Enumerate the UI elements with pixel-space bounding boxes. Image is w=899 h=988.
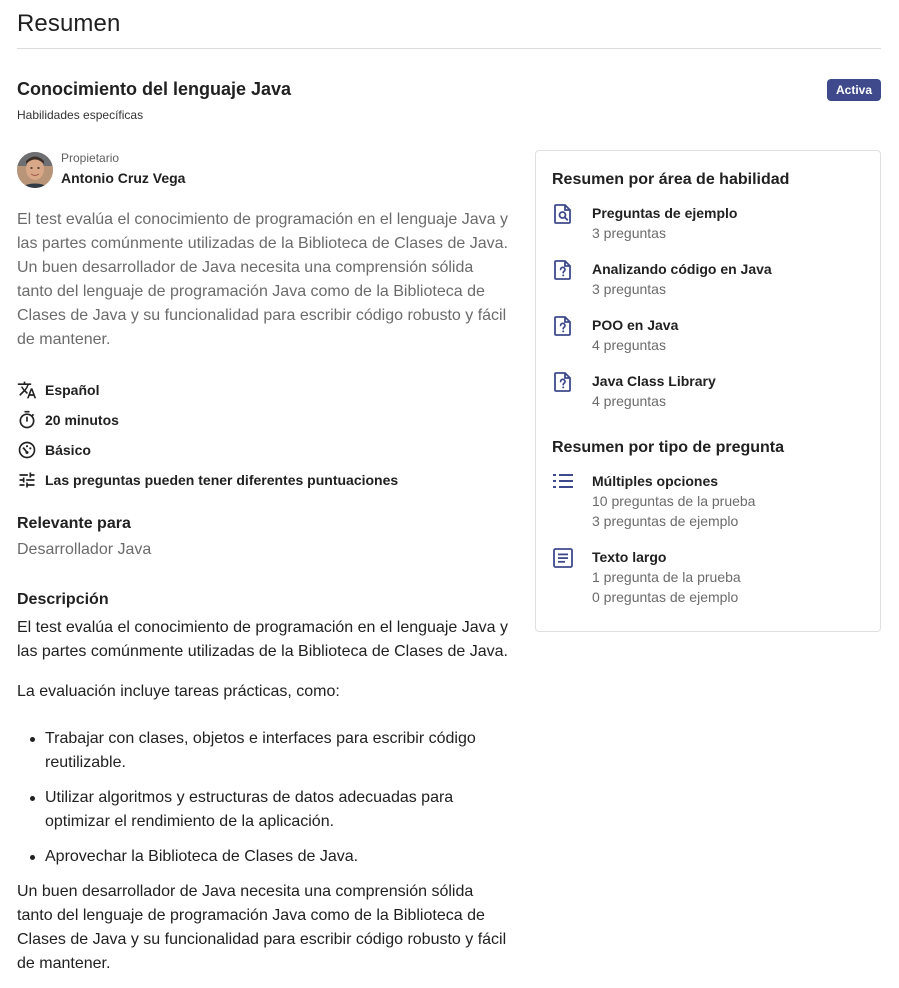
owner-label: Propietario [61,151,120,165]
timer-icon [17,410,37,430]
owner-name: Antonio Cruz Vega [61,170,186,186]
description-title: Descripción [17,591,109,608]
meta-scoring-value: Las preguntas pueden tener diferentes puntuaciones [45,472,399,488]
list-item: Utilizar algoritmos y estructuras de datos adecuadas para optimizar el rendimiento de la aplicación. [17,786,512,834]
description-paragraph: Un buen desarrollador de Java necesita una comprensión sólida tanto del lenguaje de programación Java como de la Biblioteca de Clases de Java y su funcionalidad para escribir código robusto y fácil de mantener. [17,883,507,972]
description-paragraph: La evaluación incluye tareas prácticas, como: [17,683,340,700]
meta-language-value: Español [45,382,100,398]
meta-language [17,375,398,405]
skill-item [552,371,716,411]
document-question-icon [552,371,574,395]
skill-item-count: 4 preguntas [592,393,666,409]
test-title: Conocimiento del lenguaje Java [17,79,292,99]
question-type-title: Múltiples opciones [592,473,719,489]
list-item: Trabajar con clases, objetos e interfaces para escribir código reutilizable. [17,727,512,775]
test-meta-list [17,375,398,495]
meta-level [17,435,398,465]
meta-duration-value: 20 minutos [45,412,119,428]
avatar [17,152,53,188]
question-type-test-count: 10 preguntas de la prueba [592,493,756,509]
relevant-value: Desarrollador Java [17,541,152,558]
status-badge: Activa [827,79,881,101]
skill-item-title: Analizando código en Java [592,261,772,277]
skill-item-title: Java Class Library [592,373,716,389]
skill-item-title: Preguntas de ejemplo [592,205,738,221]
description-list [17,727,512,869]
question-type-title: Texto largo [592,549,667,565]
skill-item-count: 4 preguntas [592,337,666,353]
skill-item [552,203,737,243]
test-intro: El test evalúa el conocimiento de programación en el lenguaje Java y las partes comúnmente utilizadas de la Biblioteca de Clases de Java. Un buen desarrollador de Java necesita una comprensión sólida tanto del lenguaje de programación Java como de la Biblioteca de Clases de Java y su funcionalidad para escribir código robusto y fácil de mantener. [17,211,508,348]
meta-duration [17,405,398,435]
meta-level-value: Básico [45,442,91,458]
relevant-title: Relevante para [17,515,131,532]
description-body [17,616,512,976]
text-document-icon [552,547,574,571]
document-question-icon [552,259,574,283]
meta-scoring [17,465,398,495]
skill-item-title: POO en Java [592,317,679,333]
skills-summary-title: Resumen por área de habilidad [552,171,790,188]
skill-item [552,259,772,299]
question-type-item [552,547,741,607]
document-search-icon [552,203,574,227]
types-summary-title: Resumen por tipo de pregunta [552,439,785,456]
skill-item [552,315,678,355]
list-item: Aprovechar la Biblioteca de Clases de Java. [17,845,512,869]
skill-item-count: 3 preguntas [592,281,666,297]
summary-card [535,150,881,632]
document-question-icon [552,315,574,339]
page-title: Resumen [17,10,121,37]
question-type-sample-count: 0 preguntas de ejemplo [592,589,739,605]
translate-icon [17,380,37,400]
list-icon [552,471,574,495]
owner-block [17,152,185,188]
test-category: Habilidades específicas [17,108,144,122]
question-type-sample-count: 3 preguntas de ejemplo [592,513,739,529]
tune-icon [17,470,37,490]
header-divider [17,48,881,49]
gauge-icon [17,440,37,460]
question-type-item [552,471,755,531]
question-type-test-count: 1 pregunta de la prueba [592,569,741,585]
description-paragraph: El test evalúa el conocimiento de programación en el lenguaje Java y las partes comúnmente utilizadas de la Biblioteca de Clases de Java. [17,619,508,660]
skill-item-count: 3 preguntas [592,225,666,241]
